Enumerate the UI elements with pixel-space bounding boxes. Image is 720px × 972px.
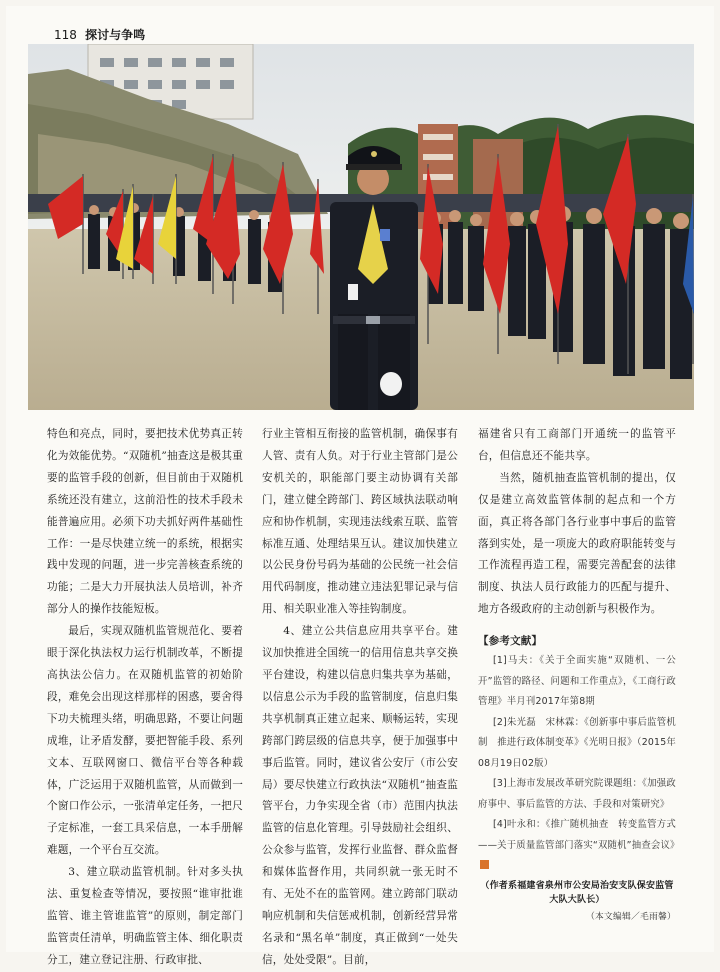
article-column-1 xyxy=(47,424,243,972)
paragraph: 最后，实现双随机监管规范化、要着眼于深化执法权力运行机制改革，不断提高执法公信力。在双随机监管的初始阶段，难免会出现这样那样的困惑，要舍得下功夫梳理头绪，明确思路，不要让问题成堆，让矛盾发酵，要把智能手段、系列文本、互联网窗口、微信平台等各种载体，广泛运用于双随机监管，从而做到一个窗口作公示，一张清单定任务，一把尺子定标准，一套工具采信息，一本手册解难题，一个平台互交流。 xyxy=(47,625,243,857)
editor-note: （本文编辑／毛雨馨） xyxy=(586,911,676,922)
article-column-2 xyxy=(262,424,458,972)
article-photo xyxy=(28,44,694,410)
paragraph: 特色和亮点，同时，要把技术优势真正转化为效能优势。“双随机”抽查这是极其重要的监管手段的创新，但目前由于双随机系统还没有建立，这前沿性的技术手段未能普遍应用。必须下功夫抓好两件基础性工作：一是尽快建立统一的系统，根据实践中发现的问题，进一步完善核查系统的功能；二是大力开展执法人员培训，补齐部分人的操作技能短板。 xyxy=(47,428,243,616)
page-header xyxy=(54,26,145,42)
references-list xyxy=(478,651,680,877)
paragraph: 当然，随机抽查监管机制的提出，仅仅是建立高效监管体制的起点和一个方面，真正将各部门各行业事中事后的监管落到实处，是一项庞大的政府职能转变与工作流程再造工程，需要完善配套的法律制度、执法人员行政能力的匹配与提升、地方各级政府的主动创新与积极作为。 xyxy=(478,471,676,616)
article-column-3 xyxy=(478,424,680,927)
reference-item: [1]马夫：《关于全面实施“双随机、一公开”监管的路径、问题和工作重点》，《工商行政管理》半月刊2017年第8期 xyxy=(478,655,676,708)
photo-illustration xyxy=(28,44,694,410)
reference-item: [3]上海市发展改革研究院课题组：《加强政府事中、事后监管的方法、手段和对策研究》 xyxy=(478,778,676,810)
reference-item: [2]朱光磊 宋林霖：《创新事中事后监管机制 推进行政体制变革》《光明日报》（2015年08月19日02版） xyxy=(478,716,676,769)
paragraph: 4、建立公共信息应用共享平台。建议加快推进全国统一的信用信息共享交换平台建设，构建以信息归集共享为基础，以信息公示为手段的监管制度，信息归集共享机制真正建立起来、顺畅运转，实现跨部门跨层级的信息共享，便于加强事中事后监管。同时，建议省公安厅（市公安局）要尽快建立行政执法“双随机”抽查监管平台，力争实现全省（市）范围内执法监管的信息化管理。引导鼓励社会组织、公众参与监管，发挥行业监督、群众监督和媒体监督作用，共同织就一张无时不有、无处不在的监管网。建立跨部门联动响应机制和失信惩戒机制，创新经营异常名录和“黑名单”制度，真正做到“一处失信，处处受限”。目前， xyxy=(262,625,458,966)
reference-text: [4]叶永和：《推广随机抽查 转变监管方式——关于质量监管部门落实“双随机”抽查会议》 xyxy=(478,819,680,851)
author-note: （作者系福建省泉州市公安局治安支队保安监管大队大队长） xyxy=(480,880,674,905)
end-mark-icon xyxy=(480,860,489,869)
reference-item xyxy=(478,815,680,877)
paragraph: 福建省只有工商部门开通统一的监管平台，但信息还不能共享。 xyxy=(478,428,676,462)
references-heading: 【参考文献】 xyxy=(478,635,543,648)
paragraph: 3、建立联动监管机制。针对多头执法、重复检查等情况，要按照“谁审批谁监管、谁主管谁监管”的原则，制定部门监管责任清单，明确监管主体、细化职责分工，建立登记注册、行政审批、 xyxy=(47,866,243,966)
page-number: 118 xyxy=(54,28,77,42)
section-title: 探讨与争鸣 xyxy=(85,28,146,42)
paragraph: 行业主管相互衔接的监管机制，确保事有人管、责有人负。对于行业主管部门是公安机关的，职能部门要主动协调有关部门，建立健全跨部门、跨区域执法联动响应和协作机制，实现违法线索互联、监管标准互通、处理结果互认。建议加快建立以公民身份号码为基础的公民统一社会信用代码制度，推动建立违法犯罪记录与信用、相关职业准入等挂钩制度。 xyxy=(262,428,458,616)
